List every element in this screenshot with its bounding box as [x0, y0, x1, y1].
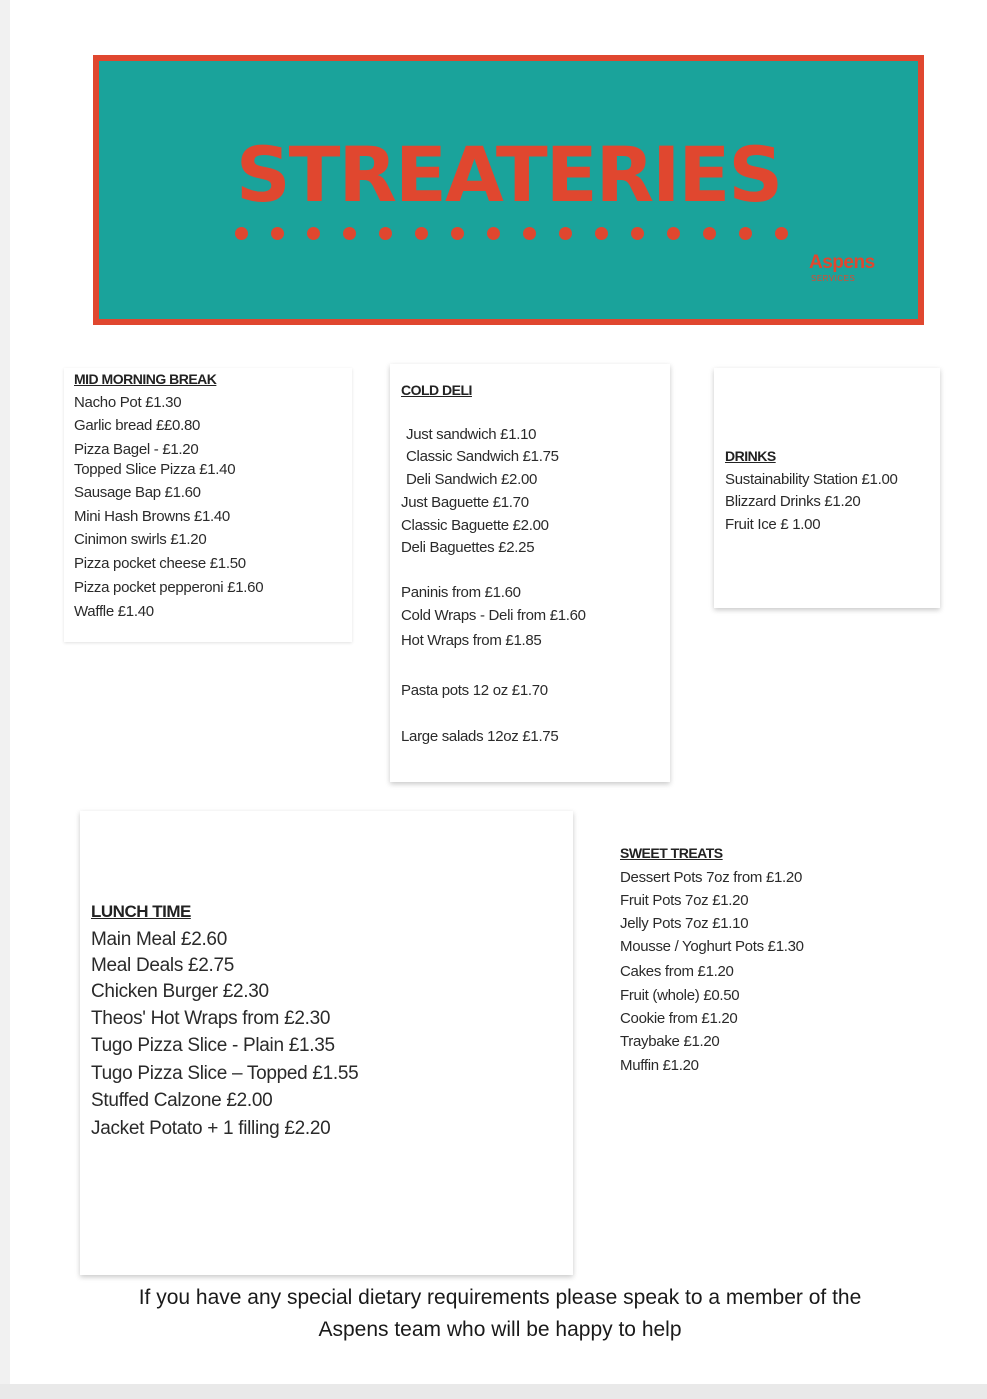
menu-item: Fruit Ice £ 1.00: [725, 516, 821, 533]
aspens-logo: Aspens: [809, 252, 875, 273]
menu-item: Pizza pocket pepperoni £1.60: [74, 579, 264, 596]
banner-dot: [559, 227, 572, 240]
menu-item: Pizza pocket cheese £1.50: [74, 555, 246, 572]
banner-title: STREATERIES: [235, 130, 782, 219]
menu-item: Pasta pots 12 oz £1.70: [401, 682, 548, 699]
menu-item: Mousse / Yoghurt Pots £1.30: [620, 938, 804, 955]
menu-item: Chicken Burger £2.30: [91, 981, 269, 1002]
menu-item: Muffin £1.20: [620, 1057, 699, 1074]
banner-dot-row: [235, 227, 795, 241]
menu-item: Large salads 12oz £1.75: [401, 728, 559, 745]
mid-morning-break-title: MID MORNING BREAK: [74, 371, 217, 387]
menu-item: Cookie from £1.20: [620, 1010, 738, 1027]
menu-item: Mini Hash Browns £1.40: [74, 508, 230, 525]
menu-item: Fruit (whole) £0.50: [620, 987, 740, 1004]
banner-dot: [775, 227, 788, 240]
menu-item: Just Baguette £1.70: [401, 494, 529, 511]
dietary-notice-line1: If you have any special dietary requirements please speak to a member of the: [138, 1286, 862, 1309]
banner-dot: [343, 227, 356, 240]
menu-item: Dessert Pots 7oz from £1.20: [620, 869, 802, 886]
sweet-treats-title: SWEET TREATS: [620, 845, 723, 861]
menu-item: Cakes from £1.20: [620, 963, 734, 980]
cold-deli-card: [390, 364, 670, 782]
menu-item: Deli Baguettes £2.25: [401, 539, 535, 556]
banner-dot: [415, 227, 428, 240]
drinks-card: [714, 368, 940, 608]
lunch-time-card: [80, 811, 573, 1275]
banner-dot: [235, 227, 248, 240]
menu-item: Fruit Pots 7oz £1.20: [620, 892, 749, 909]
banner-dot: [631, 227, 644, 240]
banner-dot: [703, 227, 716, 240]
sweet-treats-section: [620, 840, 920, 1090]
menu-item: Traybake £1.20: [620, 1033, 720, 1050]
banner-dot: [595, 227, 608, 240]
menu-item: Garlic bread ££0.80: [74, 417, 201, 434]
banner-dot: [379, 227, 392, 240]
menu-item: Cold Wraps - Deli from £1.60: [401, 607, 586, 624]
page-edge-bottom: [0, 1384, 987, 1399]
banner-dot: [451, 227, 464, 240]
menu-item: Deli Sandwich £2.00: [406, 471, 538, 488]
header-banner: [93, 55, 924, 325]
banner-dot: [487, 227, 500, 240]
menu-item: Hot Wraps from £1.85: [401, 632, 542, 649]
mid-morning-break-card: [64, 368, 352, 642]
menu-item: Meal Deals £2.75: [91, 955, 235, 976]
menu-item: Just sandwich £1.10: [406, 426, 537, 443]
banner-dot: [523, 227, 536, 240]
banner-dot: [307, 227, 320, 240]
menu-item: Jelly Pots 7oz £1.10: [620, 915, 749, 932]
menu-item: Theos' Hot Wraps from £2.30: [91, 1008, 331, 1029]
menu-item: Tugo Pizza Slice – Topped £1.55: [91, 1063, 359, 1084]
drinks-title: DRINKS: [725, 448, 776, 464]
banner-dot: [667, 227, 680, 240]
menu-item: Topped Slice Pizza £1.40: [74, 461, 236, 478]
menu-item: Nacho Pot £1.30: [74, 394, 182, 411]
menu-item: Tugo Pizza Slice - Plain £1.35: [91, 1035, 335, 1056]
page-edge-left: [0, 0, 10, 1399]
menu-item: Waffle £1.40: [74, 603, 154, 620]
menu-item: Classic Sandwich £1.75: [406, 448, 559, 465]
menu-item: Pizza Bagel - £1.20: [74, 441, 199, 458]
menu-item: Cinimon swirls £1.20: [74, 531, 207, 548]
menu-item: Sausage Bap £1.60: [74, 484, 201, 501]
aspens-logo-subtitle: SERVICES: [811, 274, 856, 283]
menu-item: Stuffed Calzone £2.00: [91, 1090, 273, 1111]
banner-dot: [739, 227, 752, 240]
dietary-notice-line2: Aspens team who will be happy to help: [318, 1318, 682, 1341]
menu-item: Blizzard Drinks £1.20: [725, 493, 861, 510]
menu-item: Classic Baguette £2.00: [401, 517, 549, 534]
menu-item: Sustainability Station £1.00: [725, 471, 898, 488]
menu-item: Main Meal £2.60: [91, 929, 227, 950]
menu-item: Paninis from £1.60: [401, 584, 521, 601]
lunch-time-title: LUNCH TIME: [91, 902, 191, 921]
cold-deli-title: COLD DELI: [401, 382, 472, 398]
menu-item: Jacket Potato + 1 filling £2.20: [91, 1118, 331, 1139]
banner-dot: [271, 227, 284, 240]
